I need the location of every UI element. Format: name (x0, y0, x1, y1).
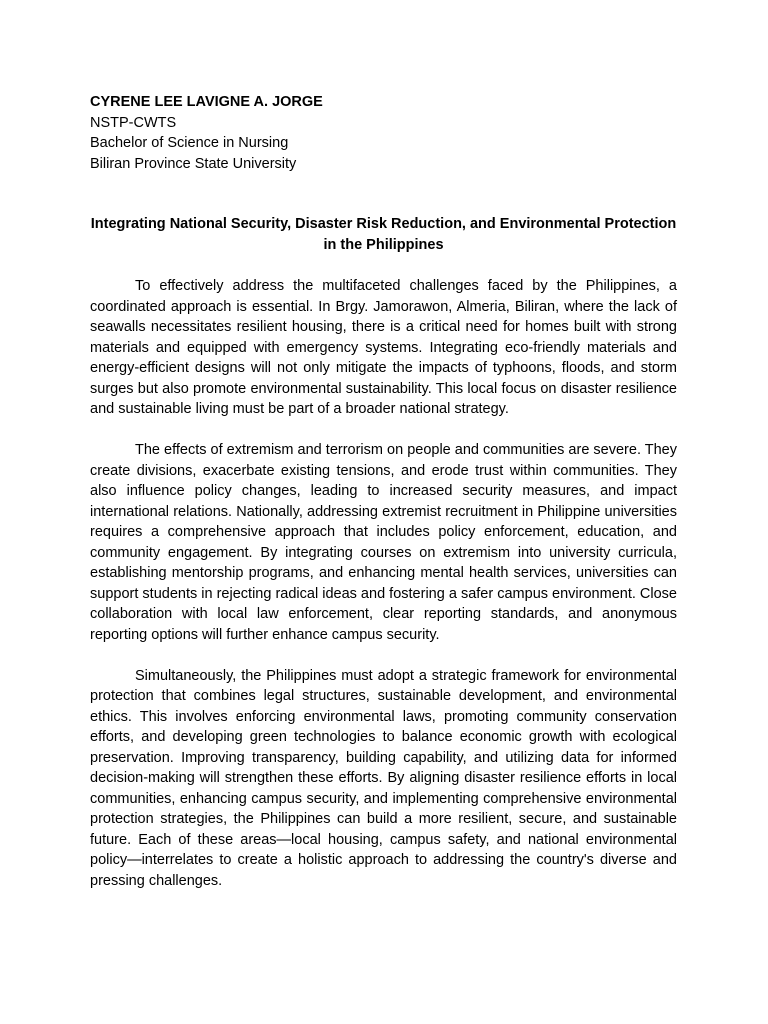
university-name: Biliran Province State University (90, 155, 297, 172)
author-name: CYRENE LEE LAVIGNE A. JORGE (90, 94, 323, 110)
document-title: Integrating National Security, Disaster Risk Reduction, and Environmental Protection in the Philippines (90, 216, 677, 253)
document-body (90, 276, 677, 912)
body-paragraph-2: The effects of extremism and terrorism on people and communities are severe. They create divisions, exacerbate existing tensions, and erode trust within communities. They also influence policy changes, leading to increased security measures, and impact international relations. Nationally, addressing extremist recruitment in Philippine universities requires a comprehensive approach that includes policy enforcement, education, and community engagement. By integrating courses on extremism into university curricula, establishing mentorship programs, and enhancing mental health services, universities can support students in rejecting radical ideas and fostering a safer campus environment. Close collaboration with local law enforcement, clear reporting standards, and anonymous reporting options will further enhance campus security. (90, 442, 677, 643)
course-name: NSTP-CWTS (90, 114, 177, 131)
author-header (90, 92, 690, 174)
body-paragraph-1: To effectively address the multifaceted challenges faced by the Philippines, a coordinated approach is essential. In Brgy. Jamorawon, Almeria, Biliran, where the lack of seawalls necessitates resilient housing, there is a critical need for homes built with strong materials and equipped with emergency systems. Integrating eco-friendly materials and energy-efficient designs will not only mitigate the impacts of typhoons, floods, and storm surges but also promote environmental sustainability. This local focus on disaster resilience and sustainable living must be part of a broader national strategy. (90, 278, 677, 417)
degree-program: Bachelor of Science in Nursing (90, 135, 289, 151)
body-paragraph-3: Simultaneously, the Philippines must adopt a strategic framework for environmental protection that combines legal structures, sustainable development, and environmental ethics. This involves enforcing environmental laws, promoting community conservation efforts, and developing green technologies to balance economic growth with ecological preservation. Improving transparency, building capability, and utilizing data for informed decision-making will strengthen these efforts. By aligning disaster resilience efforts in local communities, enhancing campus security, and implementing comprehensive environmental protection strategies, the Philippines can build a more resilient, secure, and sustainable future. Each of these areas—local housing, campus safety, and national environmental policy—interrelates to create a holistic approach to addressing the country's diverse and pressing challenges. (90, 667, 677, 889)
